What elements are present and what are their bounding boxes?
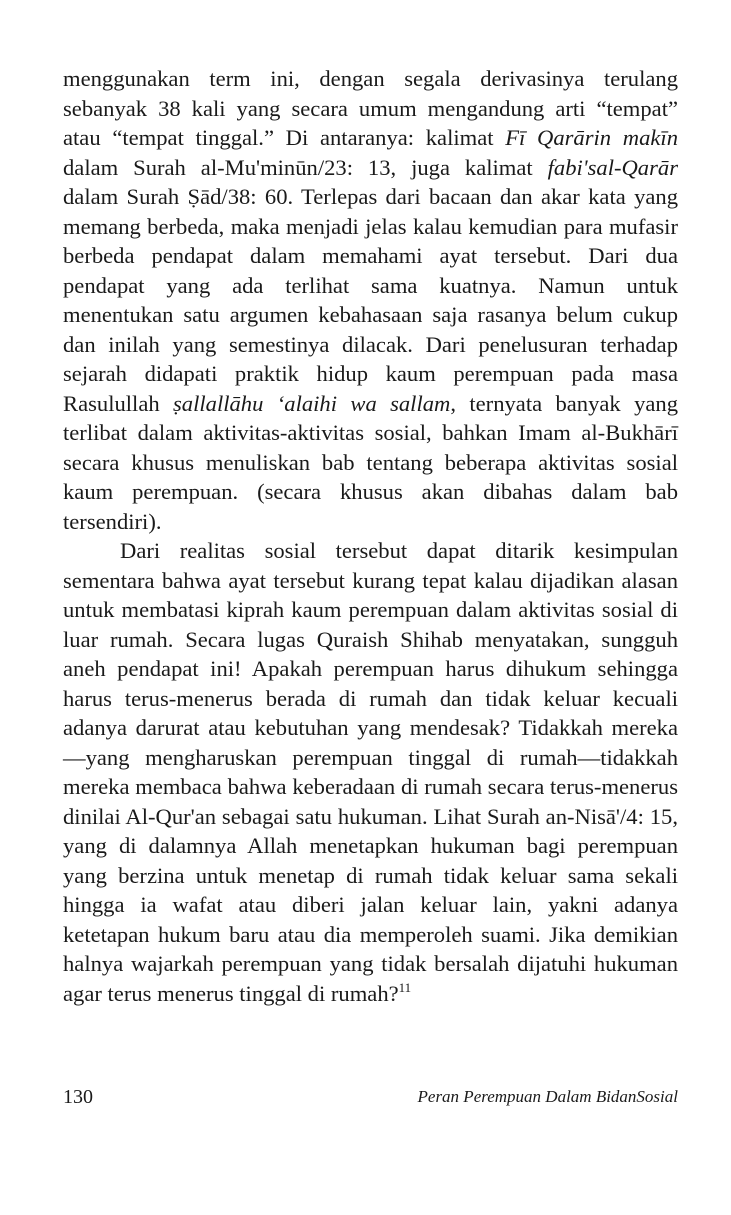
running-title: Peran Perempuan Dalam BidanSosial xyxy=(417,1087,678,1106)
page-footer xyxy=(63,1083,678,1111)
arabic-term-italic: fabi'sal-Qarār xyxy=(547,154,678,180)
paragraph-text: menggunakan term ini, dengan segala derivasinya terulang sebanyak 38 kali yang secara umum mengandung arti “tempat” atau “tempat tinggal.” Di antaranya: kalimat xyxy=(63,66,678,150)
page-body xyxy=(63,64,678,1008)
paragraph-text: , ternyata banyak yang terlibat dalam aktivitas-aktivitas sosial, bahkan Imam al-Bukhārī secara khusus menuliskan bab tentang beberapa aktivitas sosial kaum perempuan. (secara khusus akan dibahas dalam bab tersendiri). xyxy=(63,390,679,534)
paragraph-quraish-shihab xyxy=(63,536,678,1008)
paragraph-text: dalam Surah Ṣād/38: 60. Terlepas dari bacaan dan akar kata yang memang berbeda, maka menjadi jelas kalau kemudian para mufasir berbeda pendapat dalam memahami ayat tersebut. Dari dua pendapat yang ada terlihat sama kuatnya. Namun untuk menentukan satu argumen kebahasaan saja rasanya belum cukup dan inilah yang semestinya dilacak. Dari penelusuran terhadap sejarah didapati praktik hidup kaum perempuan pada masa Rasulullah xyxy=(63,184,678,416)
honorific-italic: ṣallallāhu ‘alaihi wa sallam xyxy=(173,390,451,416)
paragraph-text: Dari realitas sosial tersebut dapat ditarik kesimpulan sementara bahwa ayat tersebut kurang tepat kalau dijadikan alasan untuk membatasi kiprah kaum perempuan dalam aktivitas sosial di luar rumah. Secara lugas Quraish Shihab menyatakan, sungguh aneh pendapat ini! Apakah perempuan harus dihukum sehingga harus terus-menerus berada di rumah dan tidak keluar kecuali adanya darurat atau kebutuhan yang mendesak? Tidakkah mereka—yang mengharuskan perempuan tinggal di rumah—tidakkah mereka membaca bahwa keberadaan di rumah secara terus-menerus dinilai Al-Qur'an sebagai satu hukuman. Lihat Surah an-Nisā'/4: 15, yang di dalamnya Allah menetapkan hukuman bagi perempuan yang berzina untuk menetap di rumah tidak keluar sama sekali hingga ia wafat atau diberi jalan keluar lain, yakni adanya ketetapan hukum baru atau dia memperoleh suami. Jika demikian halnya wajarkah perempuan yang tidak bersalah dijatuhi hukuman agar terus menerus tinggal di rumah? xyxy=(63,538,678,1006)
paragraph-continuation xyxy=(63,64,678,536)
footnote-reference[interactable]: 11 xyxy=(398,979,412,995)
arabic-term-italic: Fī Qarārin makīn xyxy=(505,125,678,150)
paragraph-text: dalam Surah al-Mu'minūn/23: 13, juga kalimat xyxy=(63,154,548,180)
page-number: 130 xyxy=(63,1086,93,1108)
